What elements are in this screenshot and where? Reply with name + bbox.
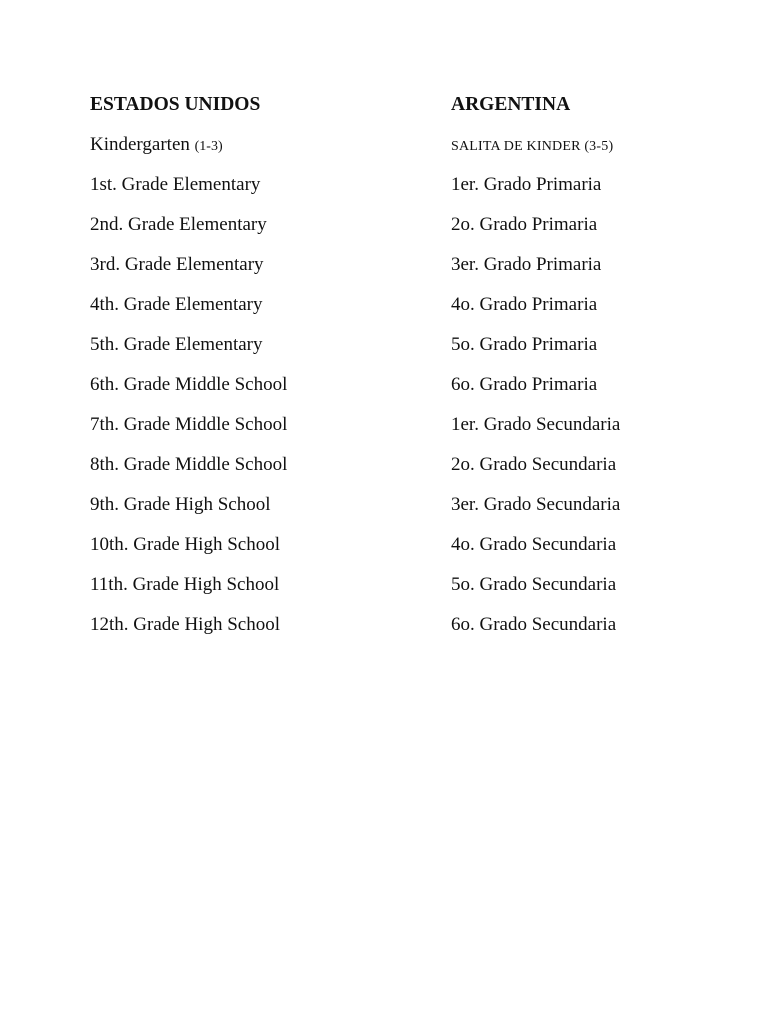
us-grade-11: 11th. Grade High School: [90, 574, 280, 595]
us-column: [90, 88, 430, 648]
us-grade-10: 10th. Grade High School: [90, 534, 280, 555]
ar-heading: ARGENTINA: [451, 94, 571, 115]
us-grade-2: 2nd. Grade Elementary: [90, 214, 267, 235]
us-grade-1: 1st. Grade Elementary: [90, 174, 261, 195]
us-heading: ESTADOS UNIDOS: [90, 94, 261, 115]
us-kinder-label: Kindergarten: [90, 134, 190, 155]
ar-grade-4: 4o. Grado Primaria: [451, 294, 598, 315]
us-grade-4: 4th. Grade Elementary: [90, 294, 263, 315]
us-grade-3: 3rd. Grade Elementary: [90, 254, 264, 275]
us-grade-9: 9th. Grade High School: [90, 494, 271, 515]
ar-grade-7: 1er. Grado Secundaria: [451, 414, 621, 435]
ar-grade-3: 3er. Grado Primaria: [451, 254, 602, 275]
us-kinder-ages: (1-3): [194, 139, 223, 154]
ar-grade-10: 4o. Grado Secundaria: [451, 534, 617, 555]
ar-grade-6: 6o. Grado Primaria: [451, 374, 598, 395]
us-kinder-row: [90, 128, 430, 168]
us-grade-5: 5th. Grade Elementary: [90, 334, 263, 355]
ar-column: [451, 88, 751, 648]
ar-grade-11: 5o. Grado Secundaria: [451, 574, 617, 595]
ar-kinder-label: SALITA DE KINDER (3-5): [451, 139, 614, 154]
ar-grade-5: 5o. Grado Primaria: [451, 334, 598, 355]
ar-grade-8: 2o. Grado Secundaria: [451, 454, 617, 475]
ar-grade-9: 3er. Grado Secundaria: [451, 494, 621, 515]
ar-kinder-row: [451, 128, 751, 168]
us-grade-8: 8th. Grade Middle School: [90, 454, 288, 475]
ar-grade-1: 1er. Grado Primaria: [451, 174, 602, 195]
ar-grade-12: 6o. Grado Secundaria: [451, 614, 617, 635]
ar-grade-2: 2o. Grado Primaria: [451, 214, 598, 235]
us-grade-12: 12th. Grade High School: [90, 614, 280, 635]
us-grade-6: 6th. Grade Middle School: [90, 374, 288, 395]
us-grade-7: 7th. Grade Middle School: [90, 414, 288, 435]
